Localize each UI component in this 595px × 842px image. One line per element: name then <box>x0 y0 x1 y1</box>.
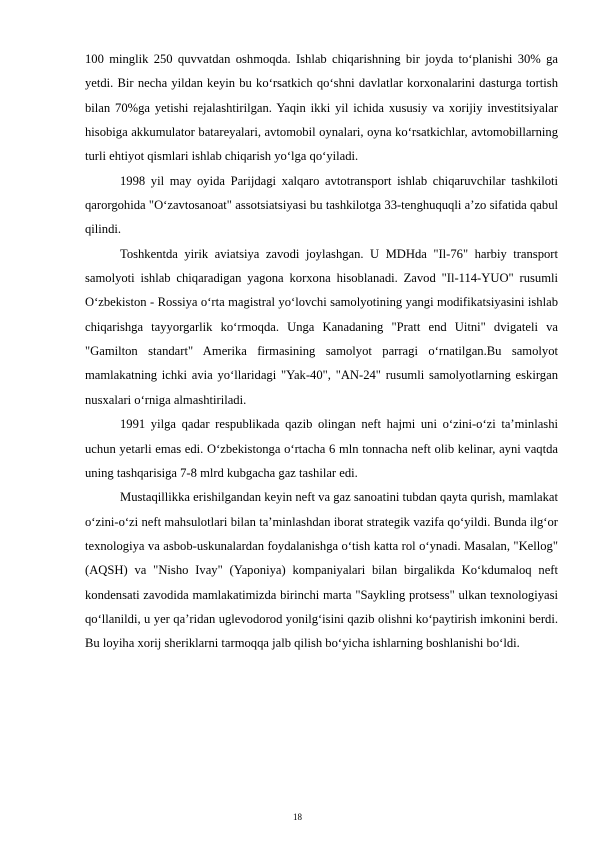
paragraph-1: 100 minglik 250 quvvatdan oshmoqda. Ishlab chiqarishning bir joyda to‘planishi 30% ga yetdi. Bir necha yildan keyin bu ko‘rsatkich qo‘shni davlatlar korxonalarini dasturga tortish bilan 70%ga yetishi rejalashtirilgan. Yaqin ikki yil ichida xususiy va xorijiy investitsiyalar hisobiga akkumulator batareyalari, avtomobil oynalari, oyna ko‘rsatkichlar, avtomobillarning turli ehtiyot qismlari ishlab chiqarish yo‘lga qo‘yiladi. <box>85 52 558 164</box>
paragraph-5: Mustaqillikka erishilgandan keyin neft va gaz sanoatini tubdan qayta qurish, mamlakat o‘zini-o‘zi neft mahsulotlari bilan ta’minlashdan iborat strategik vazifa qo‘yildi. Bunda ilg‘or texnologiya va asbob-uskunalardan foydalanishga o‘tish katta rol o‘ynadi. Masalan, "Kellog" (AQSH) va "Nisho Ivay" (Yaponiya) kompaniyalari bilan birgalikda Ko‘kdumaloq neft kondensati zavodida mamlakatimizda birinchi marta "Saykling protsess" ulkan texnologiyasi qo‘llanildi, u yer qa’ridan uglevodorod yonilg‘isini qazib olishni ko‘paytirish imkonini berdi. Bu loyiha xorij sheriklarni tarmoqqa jalb qilish bo‘yicha ishlarning boshlanishi bo‘ldi. <box>85 490 558 651</box>
document-page <box>85 47 558 656</box>
paragraph-4: 1991 yilga qadar respublikada qazib olingan neft hajmi uni o‘zini-o‘zi ta’minlashi uchun yetarli emas edi. O‘zbekistonga o‘rtacha 6 mln tonnacha neft olib kelinar, ayni vaqtda uning tashqarisiga 7-8 mlrd kubgacha gaz tashilar edi. <box>85 417 558 480</box>
paragraph-3: Toshkentda yirik aviatsiya zavodi joylashgan. U MDHda "Il-76" harbiy transport samolyoti ishlab chiqaradigan yagona korxona hisoblanadi. Zavod "Il-114-YUO" rusumli O‘zbekiston - Rossiya o‘rta magistral yo‘lovchi samolyotining yangi modifikatsiyasini ishlab chiqarishga tayyorgarlik ko‘rmoqda. Unga Kanadaning "Pratt end Uitni" dvigateli va "Gamilton standart" Amerika firmasining samolyot parragi o‘rnatilgan.Bu samolyot mamlakatning ichki avia yo‘llaridagi "Yak-40", "AN-24" rusumli samolyotlarning eskirgan nusxalari o‘rniga almashtiriladi. <box>85 246 558 407</box>
page-number: 18 <box>293 812 302 822</box>
paragraph-2: 1998 yil may oyida Parijdagi xalqaro avtotransport ishlab chiqaruvchilar tashkiloti qarorgohida "O‘zavtosanoat" assotsiatsiyasi bu tashkilotga 33-tenghuquqli a’zo sifatida qabul qilindi. <box>85 173 558 237</box>
